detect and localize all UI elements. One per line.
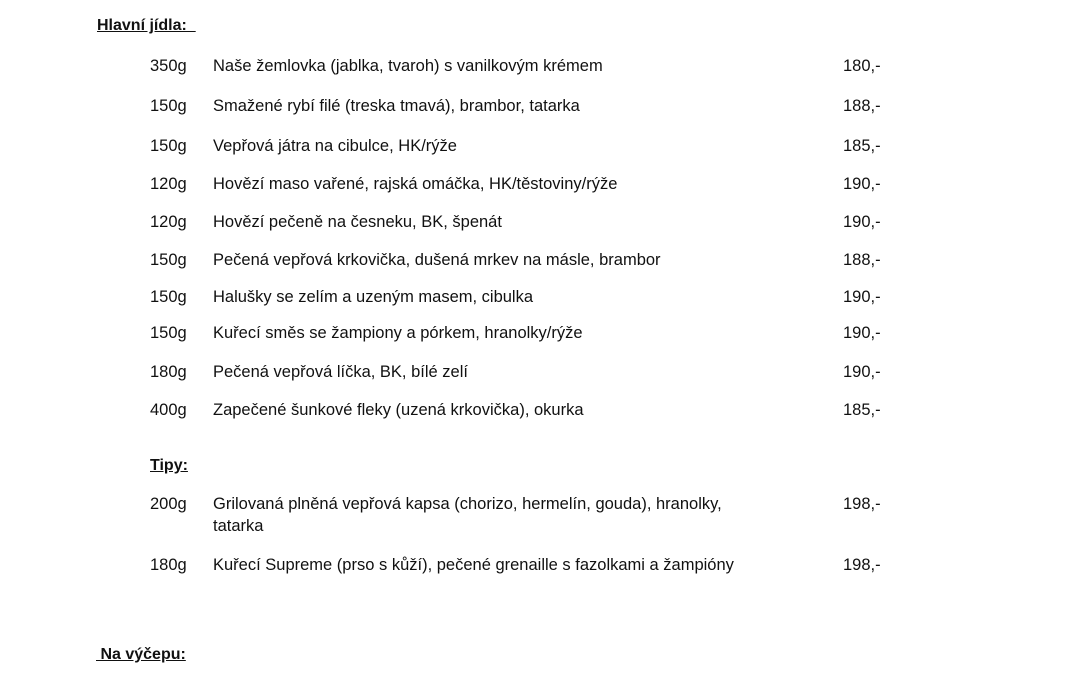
item-name: Kuřecí Supreme (prso s kůží), pečené grenaille s fazolkami a žampióny: [213, 556, 734, 574]
item-name: Kuřecí směs se žampiony a pórkem, hranolky/rýže: [213, 324, 583, 342]
item-name: Hovězí maso vařené, rajská omáčka, HK/těstoviny/rýže: [213, 175, 618, 193]
item-price: 190,-: [843, 213, 881, 231]
item-weight: 150g: [150, 137, 187, 155]
item-name: Vepřová játra na cibulce, HK/rýže: [213, 137, 457, 155]
item-name: Zapečené šunkové fleky (uzená krkovička), okurka: [213, 401, 584, 419]
item-weight: 350g: [150, 57, 187, 75]
item-price: 198,-: [843, 495, 881, 513]
item-name: Pečená vepřová líčka, BK, bílé zelí: [213, 363, 468, 381]
item-weight: 180g: [150, 363, 187, 381]
item-weight: 400g: [150, 401, 187, 419]
item-price: 188,-: [843, 97, 881, 115]
item-price: 185,-: [843, 137, 881, 155]
item-name: Naše žemlovka (jablka, tvaroh) s vanilkovým krémem: [213, 57, 603, 75]
section-heading-tips: Tipy:: [150, 457, 188, 474]
item-price: 180,-: [843, 57, 881, 75]
item-weight: 200g: [150, 495, 187, 513]
item-price: 198,-: [843, 556, 881, 574]
item-weight: 150g: [150, 251, 187, 269]
item-name: Smažené rybí filé (treska tmavá), brambor, tatarka: [213, 97, 580, 115]
item-name: Grilovaná plněná vepřová kapsa (chorizo, hermelín, gouda), hranolky, tatarka: [213, 495, 722, 535]
item-weight: 150g: [150, 288, 187, 306]
item-price: 190,-: [843, 175, 881, 193]
item-name: Hovězí pečeně na česneku, BK, špenát: [213, 213, 502, 231]
section-heading-draft: Na výčepu:: [96, 646, 186, 663]
section-heading-main: Hlavní jídla:: [97, 17, 196, 34]
item-price: 188,-: [843, 251, 881, 269]
item-name: Halušky se zelím a uzeným masem, cibulka: [213, 288, 534, 306]
item-price: 190,-: [843, 363, 881, 381]
item-weight: 120g: [150, 175, 187, 193]
item-name: Pečená vepřová krkovička, dušená mrkev na másle, brambor: [213, 251, 661, 269]
item-weight: 150g: [150, 97, 187, 115]
item-weight: 150g: [150, 324, 187, 342]
item-price: 190,-: [843, 324, 881, 342]
item-price: 185,-: [843, 401, 881, 419]
item-price: 190,-: [843, 288, 881, 306]
item-weight: 120g: [150, 213, 187, 231]
item-weight: 180g: [150, 556, 187, 574]
